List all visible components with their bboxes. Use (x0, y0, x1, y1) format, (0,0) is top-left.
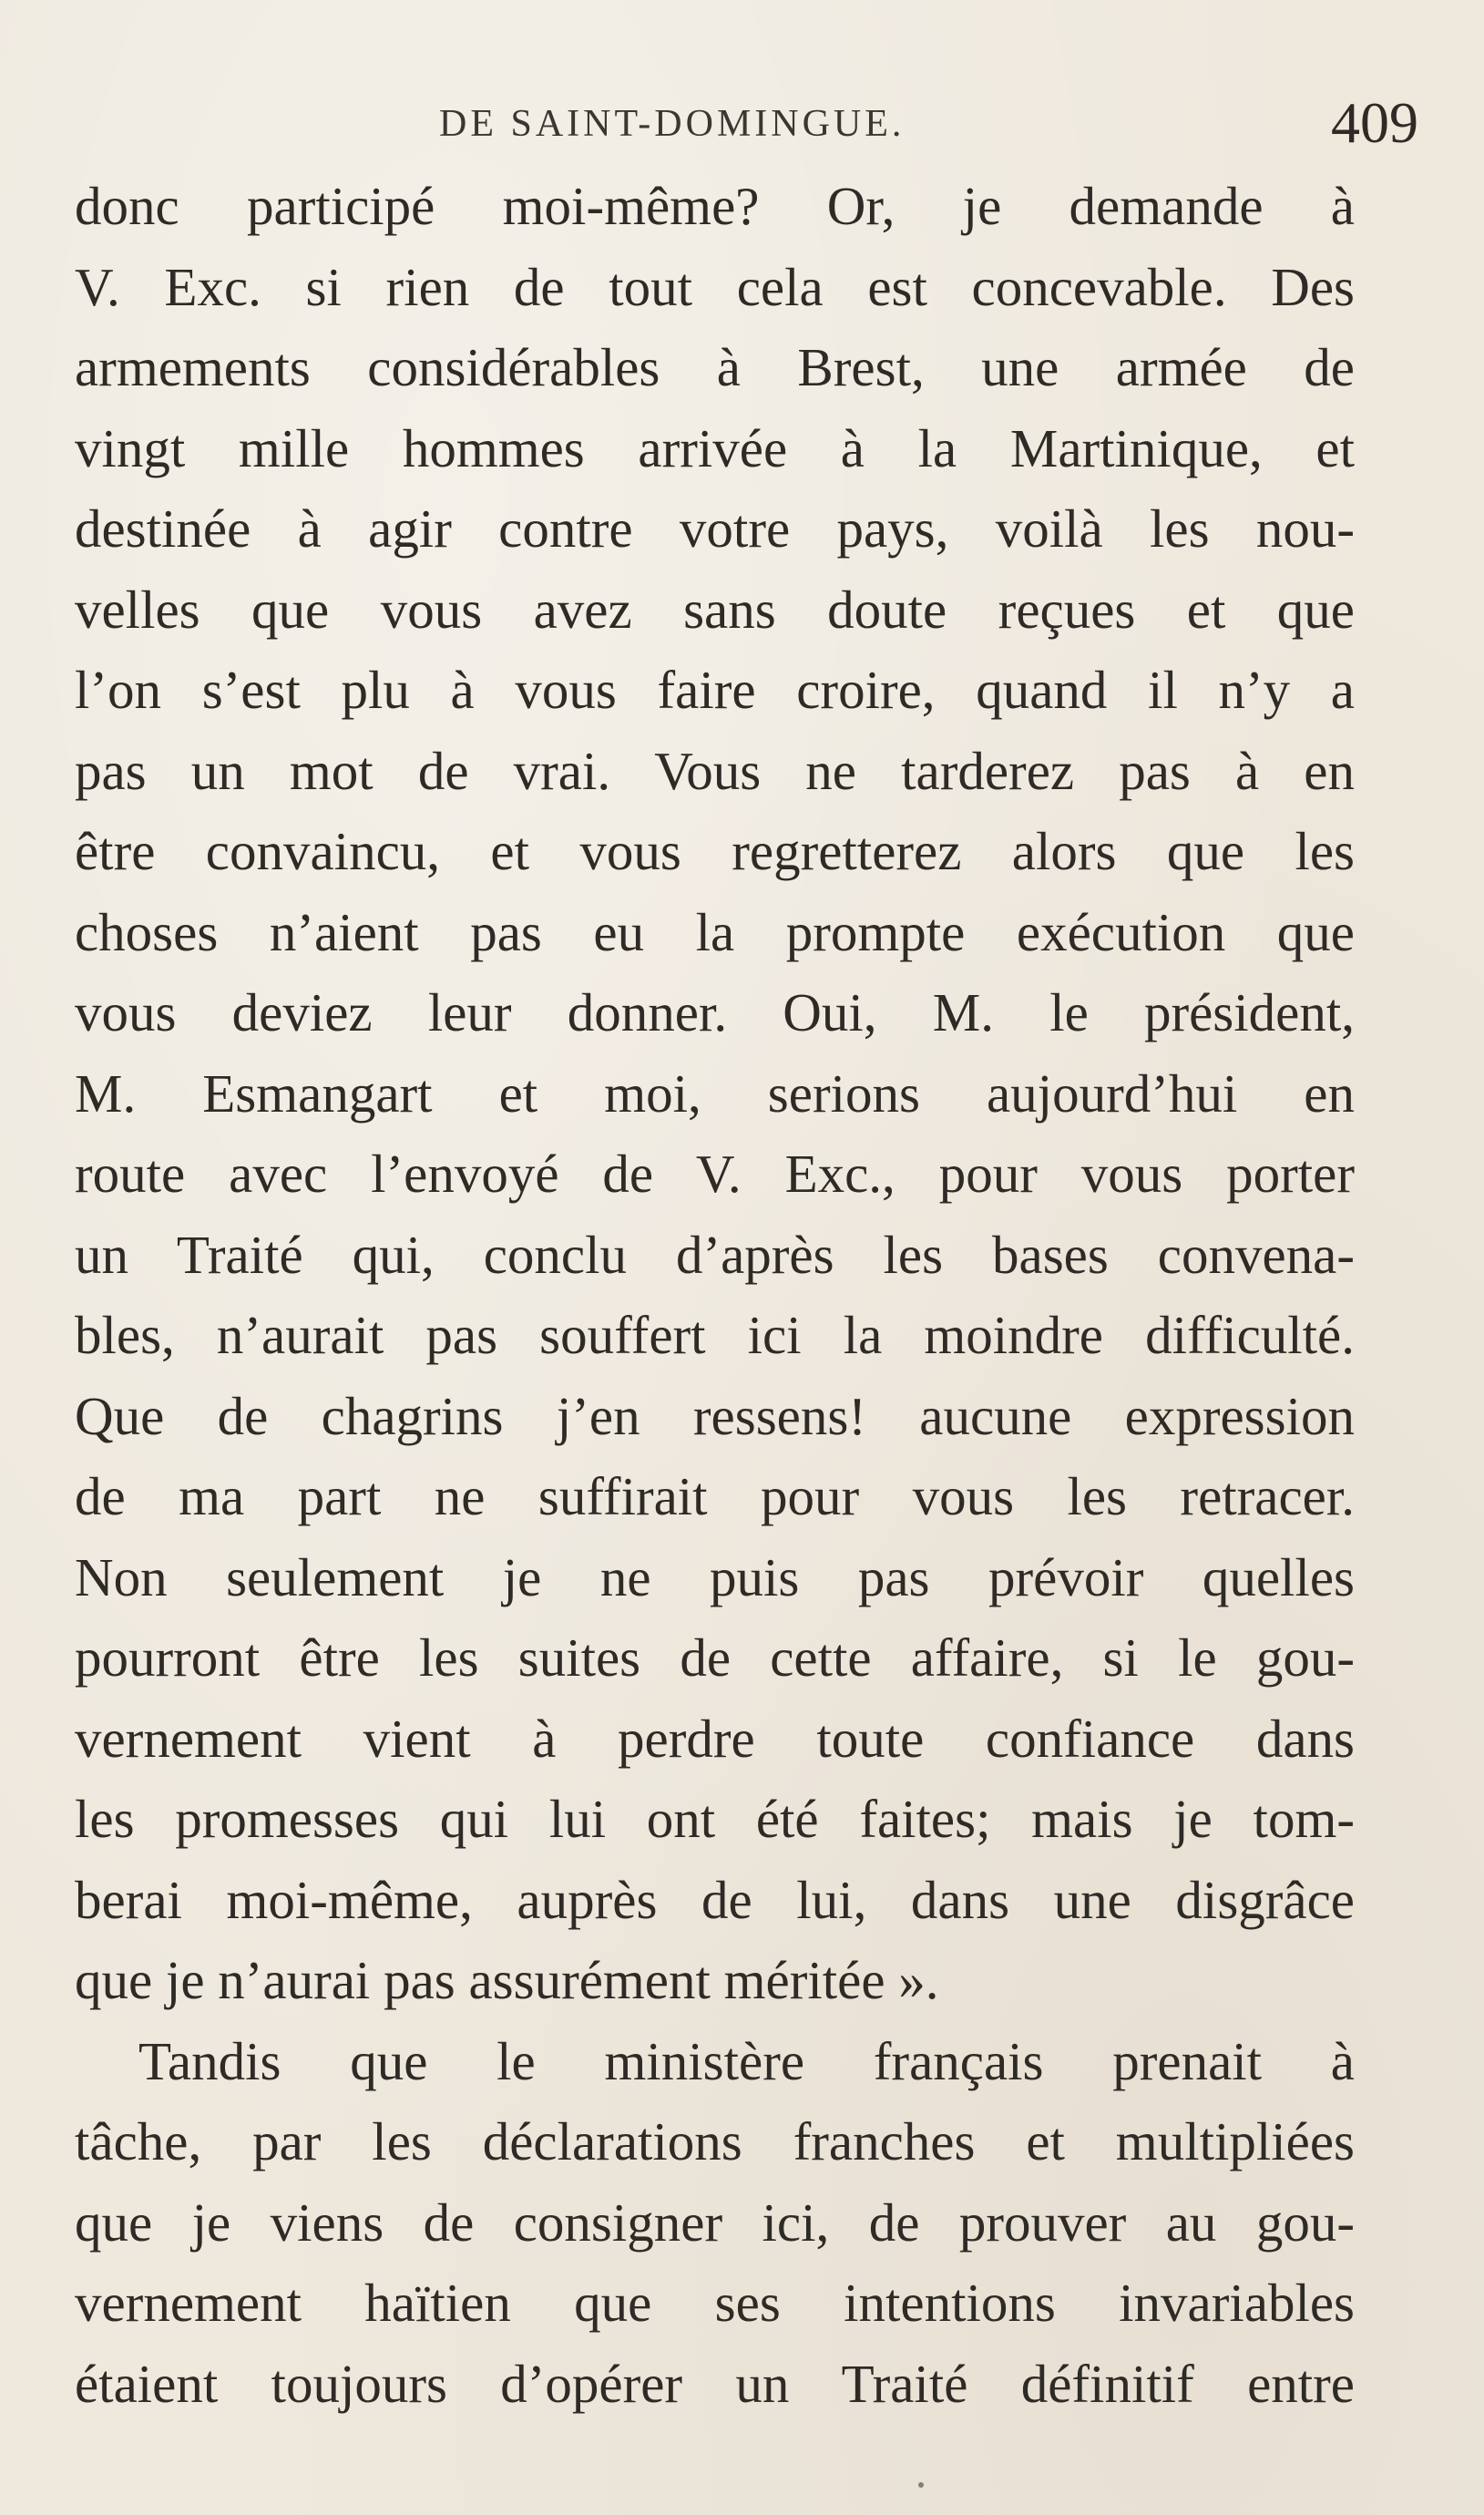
page-content (75, 90, 1418, 2424)
text-line: les promesses qui lui ont été faites; mais je tom- (75, 1789, 1355, 1849)
text-line: un Traité qui, conclu d’après les bases convena- (75, 1224, 1355, 1285)
text-line: route avec l’envoyé de V. Exc., pour vous porter (75, 1144, 1355, 1204)
text-line: étaient toujours d’opérer un Traité définitif entre (75, 2353, 1355, 2414)
paper-speck (918, 2482, 924, 2488)
text-line: choses n’aient pas eu la prompte exécution que (75, 901, 1355, 962)
text-line: vous deviez leur donner. Oui, M. le président, (75, 982, 1355, 1042)
text-line: que je viens de consigner ici, de prouver au gou- (75, 2192, 1355, 2253)
running-title: DE SAINT-DOMINGUE. (439, 103, 906, 145)
page-number: 409 (1331, 90, 1418, 155)
text-line: de ma part ne suffirait pour vous les retracer. (75, 1466, 1355, 1526)
paragraph-last-line: que je n’aurai pas assurément méritée ». (75, 1950, 939, 2010)
text-line: velles que vous avez sans doute reçues et que (75, 579, 1355, 640)
text-line: vernement haïtien que ses intentions invariables (75, 2273, 1355, 2333)
text-line: pourront être les suites de cette affaire, si le gou- (75, 1627, 1355, 1688)
paragraph-first-line: Tandis que le ministère français prenait à (138, 2030, 1355, 2091)
text-line: destinée à agir contre votre pays, voilà les nou- (75, 498, 1355, 559)
text-line: vernement vient à perdre toute confiance dans (75, 1708, 1355, 1769)
body-text (75, 166, 1355, 2424)
text-line: l’on s’est plu à vous faire croire, quand il n’y a (75, 660, 1355, 720)
text-line: Non seulement je ne puis pas prévoir quelles (75, 1546, 1355, 1607)
text-line: tâche, par les déclarations franches et multipliées (75, 2111, 1355, 2171)
text-line: pas un mot de vrai. Vous ne tarderez pas à en (75, 740, 1355, 801)
text-line: Que de chagrins j’en ressens! aucune expression (75, 1385, 1355, 1446)
running-head (75, 90, 1418, 166)
text-line: vingt mille hommes arrivée à la Martinique, et (75, 417, 1355, 478)
text-line: armements considérables à Brest, une armée de (75, 337, 1355, 397)
text-line: berai moi-même, auprès de lui, dans une disgrâce (75, 1869, 1355, 1930)
text-line: bles, n’aurait pas souffert ici la moindre difficulté. (75, 1305, 1355, 1365)
text-line: M. Esmangart et moi, serions aujourd’hui en (75, 1062, 1355, 1124)
text-line: V. Exc. si rien de tout cela est concevable. Des (75, 256, 1355, 317)
text-line: donc participé moi-même? Or, je demande à (75, 176, 1355, 236)
text-line: être convaincu, et vous regretterez alors que les (75, 821, 1355, 881)
